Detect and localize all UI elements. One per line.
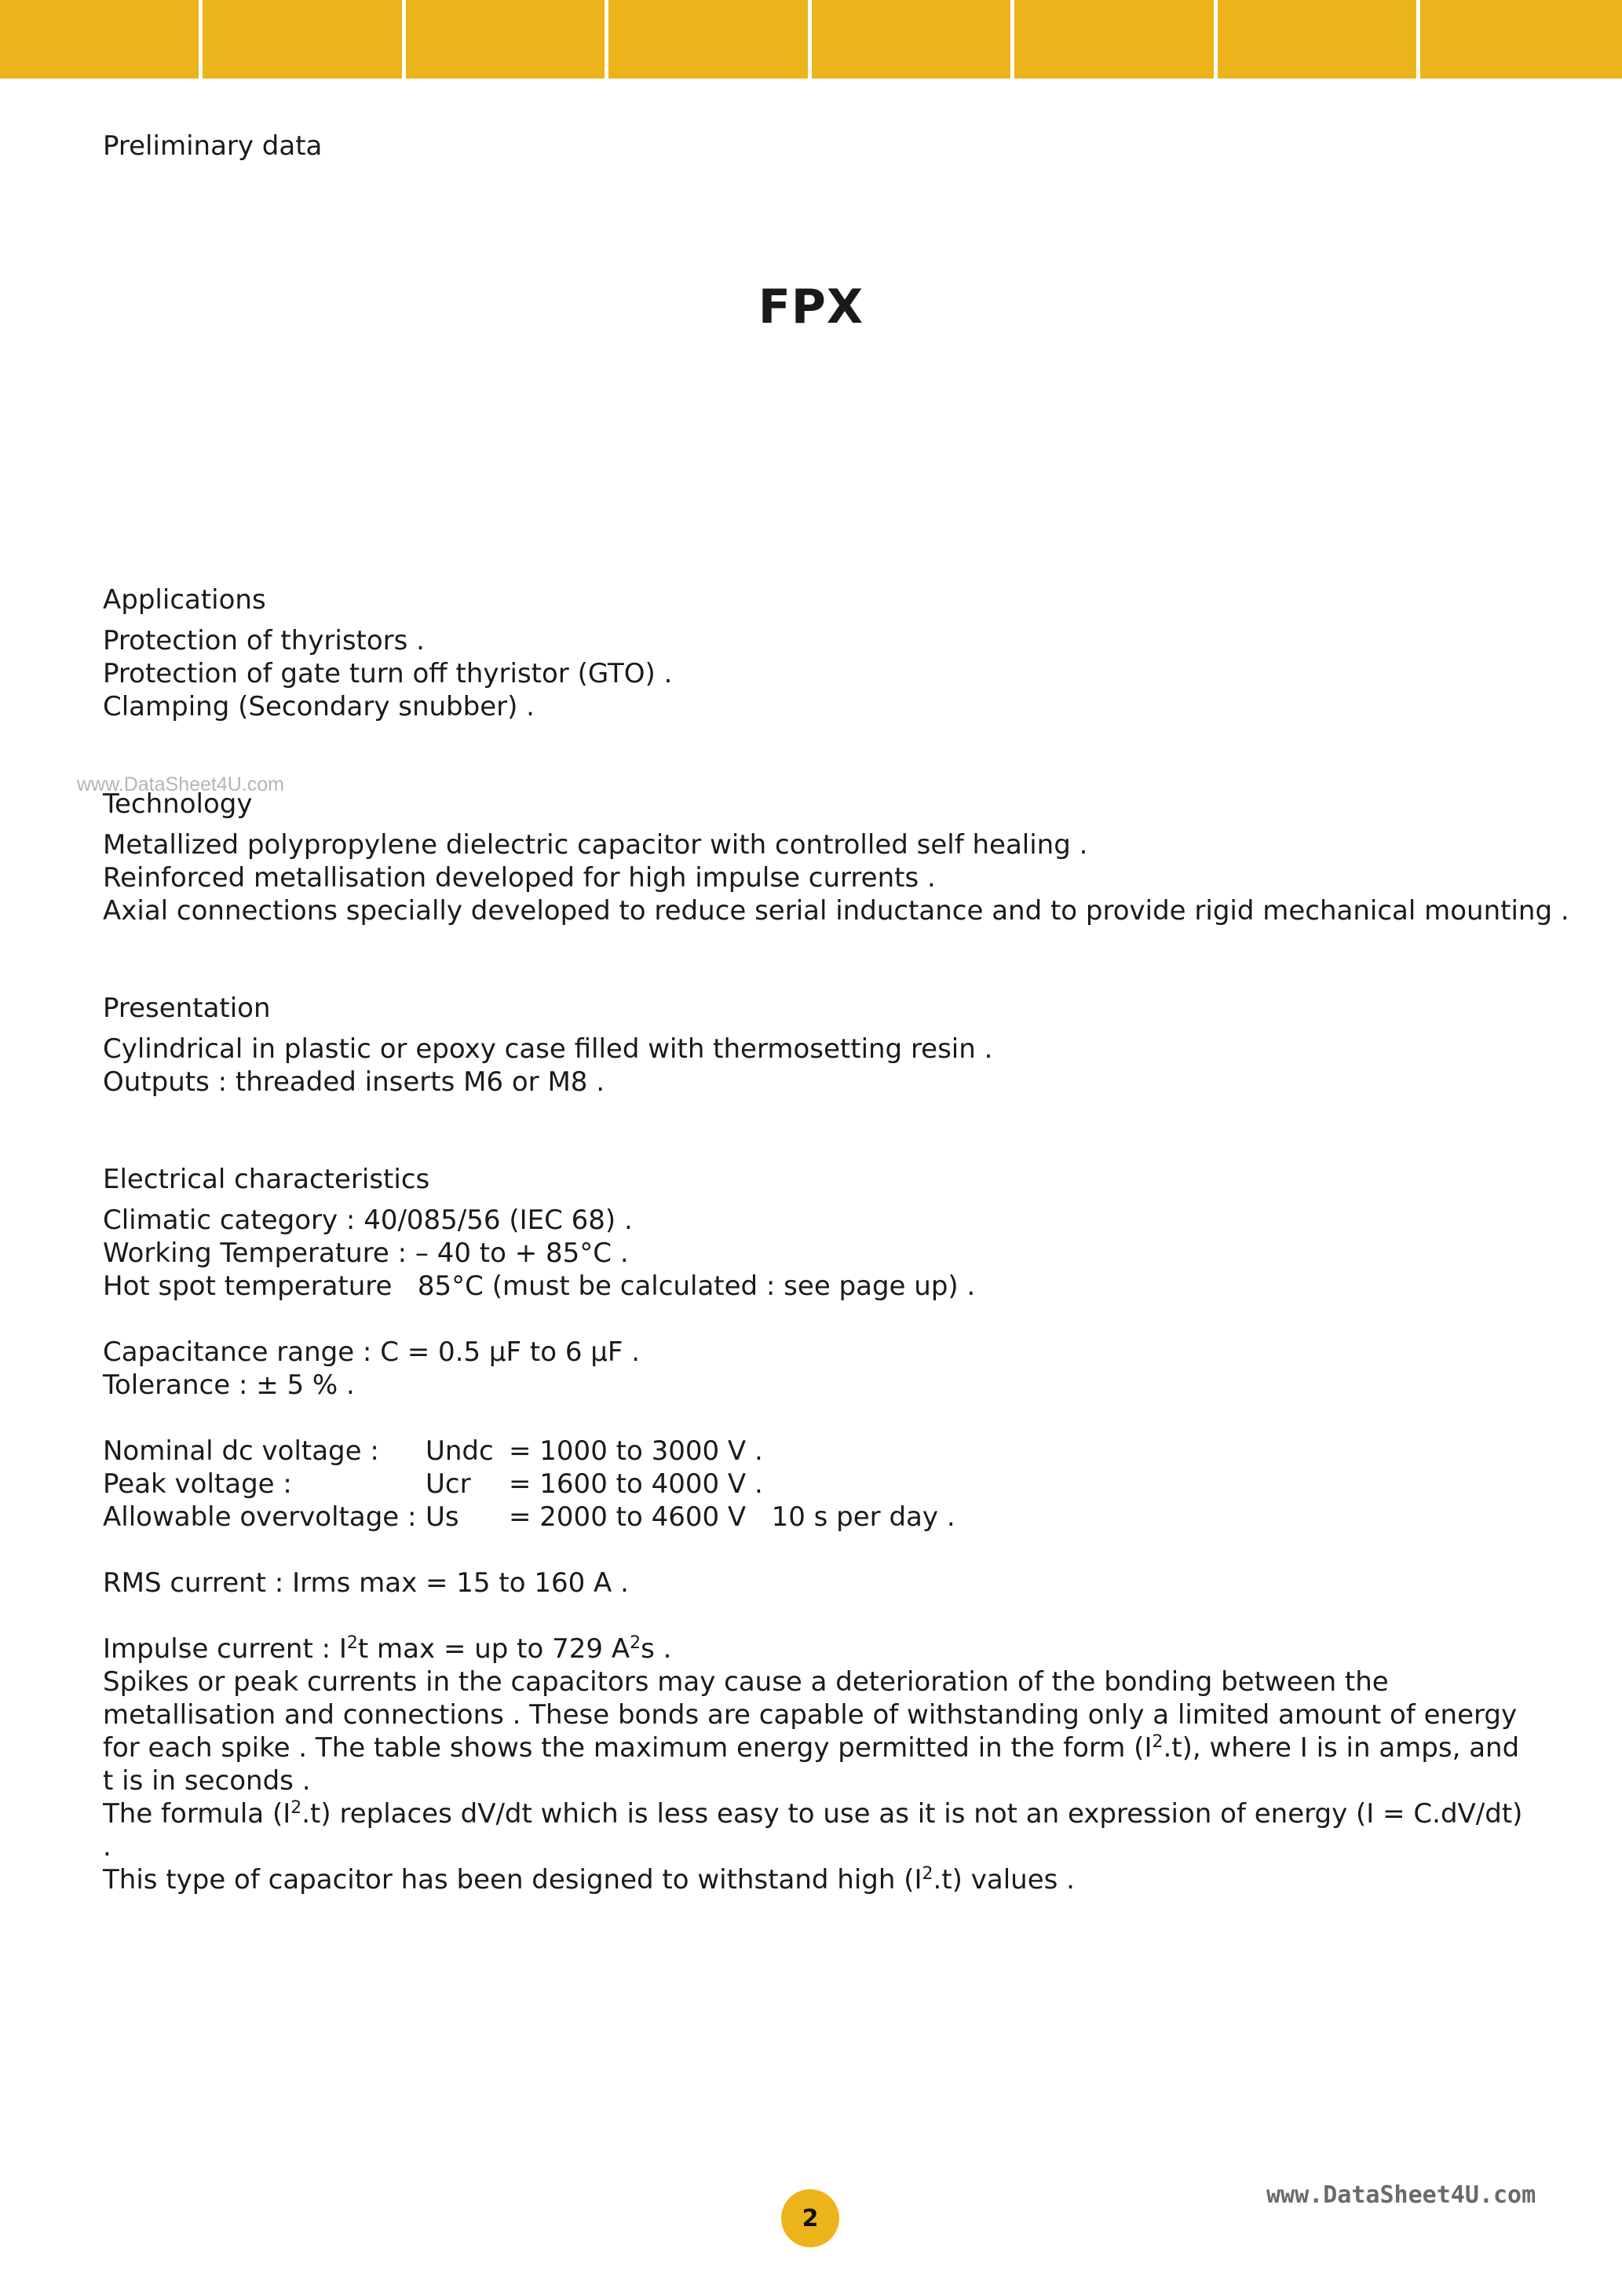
design-paragraph: This type of capacitor has been designed to withstand high $(I^2.t)$ values . [103, 1864, 1075, 1896]
rms-current: RMS current : Irms max = 15 to 160 A . [103, 1567, 629, 1599]
header-bar-segment [1014, 0, 1218, 79]
applications-section [103, 583, 672, 723]
climatic-category: Climatic category : 40/085/56 (IEC 68) . [103, 1205, 633, 1236]
working-temperature: Working Temperature : – 40 to + 85°C . [103, 1238, 629, 1269]
header-bar-segment [608, 0, 812, 79]
presentation-section [103, 992, 992, 1099]
tolerance: Tolerance : ± 5 % . [103, 1369, 355, 1401]
document-title: FPX [758, 280, 864, 335]
header-bar-segment [0, 0, 203, 79]
voltage-row [103, 1435, 1532, 1468]
voltage-row [103, 1468, 1532, 1501]
text-line: Metallized polypropylene dielectric capacitor with controlled self healing . [103, 829, 1088, 861]
voltage-symbol: Ucr [426, 1468, 471, 1500]
watermark-link[interactable]: www.DataSheet4U.com [77, 773, 285, 795]
header-bar-segment [1420, 0, 1622, 79]
header-bar-segment [203, 0, 406, 79]
voltage-label: Peak voltage : [103, 1468, 292, 1500]
section-heading: Applications [103, 584, 266, 616]
technology-section [103, 788, 1569, 927]
voltage-value: = 1600 to 4000 V . [509, 1468, 763, 1500]
header-bar-segment [406, 0, 608, 79]
voltage-value: = 1000 to 3000 V . [509, 1435, 763, 1467]
header-bar-segment [1218, 0, 1420, 79]
text-line: Cylindrical in plastic or epoxy case filled with thermosetting resin . [103, 1033, 993, 1065]
page-number-badge: 2 [781, 2189, 839, 2247]
voltage-symbol: Undc [426, 1435, 494, 1467]
text-line: Outputs : threaded inserts M6 or M8 . [103, 1066, 605, 1098]
preliminary-data-label: Preliminary data [103, 130, 323, 162]
capacitance-range: Capacitance range : C = 0.5 µF to 6 µF . [103, 1336, 641, 1368]
section-heading: Presentation [103, 993, 271, 1024]
header-color-bar [0, 0, 1622, 79]
header-bar-segment [812, 0, 1014, 79]
voltage-symbol: Us [426, 1501, 459, 1533]
spikes-paragraph: Spikes or peak currents in the capacitors may cause a deterioration of the bonding between the metallisation and connections . These bonds are capable of withstanding only a limited amount of energy for each spike . The table shows the maximum energy permitted in the form $(I^2.t)$, where I is in amps, and t is in seconds . [103, 1666, 1520, 1797]
impulse-current: Impulse current : $I^2t$ max = up to 729 $A^2s$ . [103, 1633, 672, 1665]
formula-paragraph: The formula $(I^2.t)$ replaces dV/dt which is less easy to use as it is not an expression of energy (I = C.dV/dt) . [103, 1798, 1523, 1863]
hot-spot-temperature: Hot spot temperature 85°C (must be calculated : see page up) . [103, 1270, 976, 1302]
text-line: Axial connections specially developed to reduce serial inductance and to provide rigid mechanical mounting . [103, 895, 1569, 927]
voltage-label: Allowable overvoltage : [103, 1501, 417, 1533]
voltage-value: = 2000 to 4600 V 10 s per day . [509, 1501, 955, 1533]
footer-url-link[interactable]: www.DataSheet4U.com [1266, 2181, 1536, 2209]
text-line: Protection of gate turn off thyristor (GTO) . [103, 658, 673, 689]
voltage-row [103, 1501, 1532, 1534]
text-line: Reinforced metallisation developed for high impulse currents . [103, 862, 936, 894]
section-heading: Technology [103, 788, 253, 820]
electrical-section [103, 1163, 1532, 1896]
text-line: Clamping (Secondary snubber) . [103, 691, 535, 722]
section-heading: Electrical characteristics [103, 1164, 430, 1195]
text-line: Protection of thyristors . [103, 625, 425, 656]
voltage-label: Nominal dc voltage : [103, 1435, 379, 1467]
